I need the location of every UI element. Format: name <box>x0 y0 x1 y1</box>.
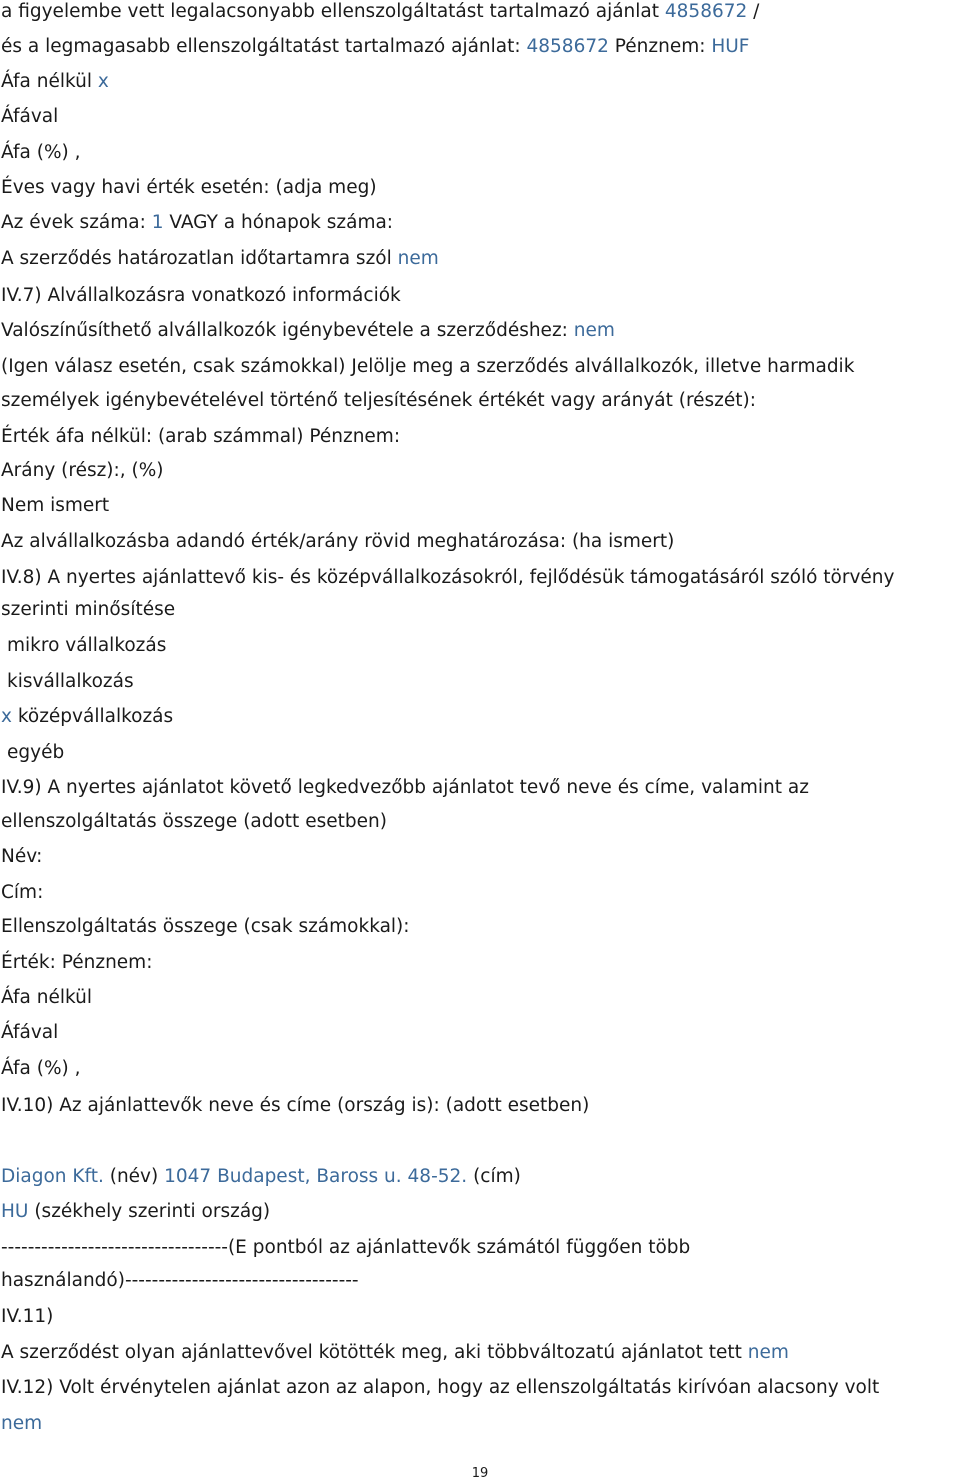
section-iv10-heading: IV.10) Az ajánlattevők neve és címe (ország is): (adott esetben) <box>1 1095 590 1116</box>
separator-note-cont: használandó)----------------------------------- <box>1 1270 359 1291</box>
subcontract-description-line: Az alvállalkozásba adandó érték/arány rövid meghatározása: (ha ismert) <box>1 531 675 552</box>
medium-enterprise-mark: x <box>1 706 12 727</box>
lowest-highest-offer-line: a figyelembe vett legalacsonyabb ellenszolgáltatást tartalmazó ajánlat 4858672 / <box>1 1 760 22</box>
highest-offer-line: és a legmagasabb ellenszolgáltatást tartalmazó ajánlat: 4858672 Pénznem: HUF <box>1 36 750 57</box>
vat-excluded-line: Áfa nélkül x <box>1 71 109 92</box>
subcontractors-value: nem <box>573 320 615 341</box>
third-parties-line: személyek igénybevételével történő teljesítésének értékét vagy arányát (részét): <box>1 390 756 411</box>
country-value: HU <box>1 1201 29 1222</box>
vat-percent-line: Áfa (%) , <box>1 142 81 163</box>
section-iv7-heading: IV.7) Alvállalkozásra vonatkozó információk <box>1 285 401 306</box>
small-enterprise-option: kisvállalkozás <box>7 671 134 692</box>
vat-percent-label: Áfa (%) , <box>1 1058 81 1079</box>
years-value: 1 <box>151 212 164 233</box>
section-iv9-heading: IV.9) A nyertes ajánlatot követő legkedvezőbb ajánlatot tevő neve és címe, valamint az <box>1 777 809 798</box>
country-line: HU (székhely szerinti ország) <box>1 1201 271 1222</box>
section-iv8-heading: IV.8) A nyertes ajánlattevő kis- és középvállalkozásokról, fejlődésük támogatásáról szóló törvény <box>1 567 895 588</box>
other-option: egyéb <box>7 742 65 763</box>
vat-included-label: Áfával <box>1 1022 59 1043</box>
page-number: 19 <box>471 1466 489 1481</box>
vat-excluded-label: Áfa nélkül <box>1 987 92 1008</box>
indefinite-term-value: nem <box>397 248 439 269</box>
lowest-offer-value: 4858672 <box>664 1 748 22</box>
amount-label: Ellenszolgáltatás összege (csak számokkal): <box>1 916 410 937</box>
indefinite-term-line: A szerződés határozatlan időtartamra szól nem <box>1 248 439 269</box>
highest-offer-value: 4858672 <box>526 36 609 57</box>
ratio-line: Arány (rész):, (%) <box>1 460 164 481</box>
annual-monthly-line: Éves vagy havi érték esetén: (adja meg) <box>1 177 377 198</box>
micro-enterprise-option: mikro vállalkozás <box>7 635 167 656</box>
section-iv8-heading-cont: szerinti minősítése <box>1 599 176 620</box>
not-known-line: Nem ismert <box>1 495 110 516</box>
medium-enterprise-option: x középvállalkozás <box>1 706 174 727</box>
address-label: Cím: <box>1 882 44 903</box>
vat-included-line: Áfával <box>1 106 59 127</box>
name-label: Név: <box>1 846 43 867</box>
years-months-line: Az évek száma: 1 VAGY a hónapok száma: <box>1 212 394 233</box>
if-yes-line: (Igen válasz esetén, csak számokkal) Jelölje meg a szerződés alvállalkozók, illetve harmadik <box>1 356 855 377</box>
bidder-line: Diagon Kft. (név) 1047 Budapest, Baross u. 48-52. (cím) <box>1 1166 521 1187</box>
variant-offer-line: A szerződést olyan ajánlattevővel kötötték meg, aki többváltozatú ajánlatot tett nem <box>1 1342 789 1363</box>
section-iv12-heading: IV.12) Volt érvénytelen ajánlat azon az alapon, hogy az ellenszolgáltatás kirívóan alacsony volt <box>1 1377 880 1398</box>
section-iv11-heading: IV.11) <box>1 1306 54 1327</box>
separator-note: ----------------------------------(E pontból az ajánlattevők számától függően több <box>1 1237 691 1258</box>
bidder-address: 1047 Budapest, Baross u. 48-52. <box>164 1166 468 1187</box>
value-currency-label: Érték: Pénznem: <box>1 952 153 973</box>
subcontractors-line: Valószínűsíthető alvállalkozók igénybevétele a szerződéshez: nem <box>1 320 615 341</box>
variant-offer-value: nem <box>747 1342 789 1363</box>
section-iv9-heading-cont: ellenszolgáltatás összege (adott esetben) <box>1 811 387 832</box>
low-price-invalid-value: nem <box>1 1413 43 1434</box>
value-without-vat-line: Érték áfa nélkül: (arab számmal) Pénznem: <box>1 426 401 447</box>
bidder-name: Diagon Kft. <box>1 1166 104 1187</box>
vat-excluded-mark: x <box>97 71 109 92</box>
currency-value: HUF <box>711 36 750 57</box>
